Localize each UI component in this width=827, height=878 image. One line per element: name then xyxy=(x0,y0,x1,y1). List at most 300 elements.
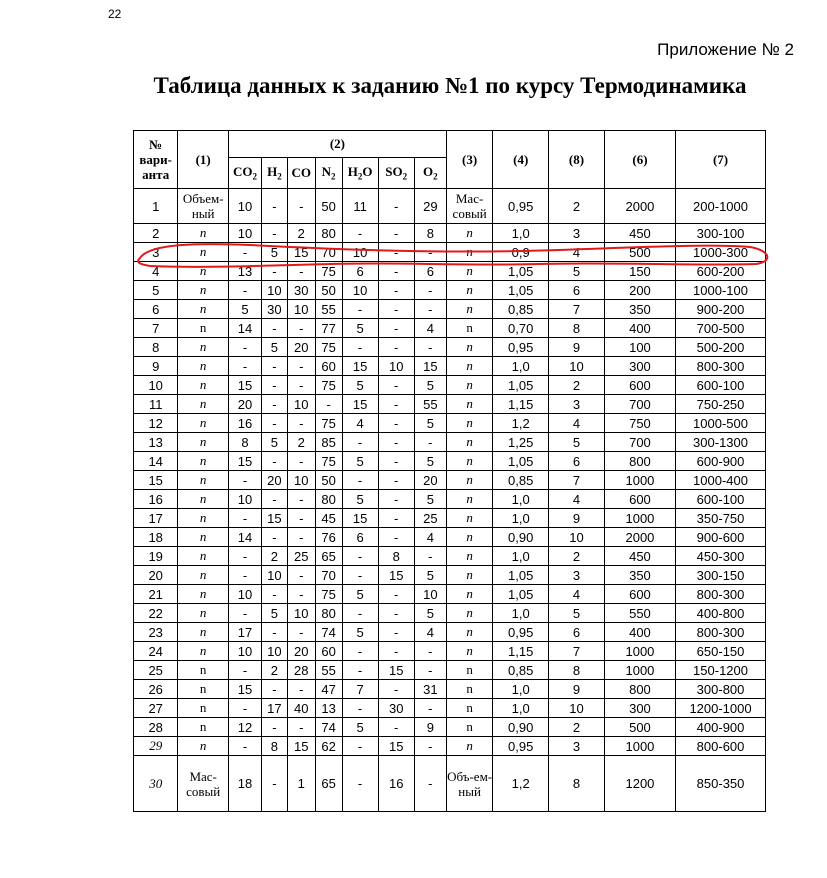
table-cell: 62 xyxy=(315,737,342,756)
table-cell: 1,0 xyxy=(493,509,549,528)
table-cell: 2000 xyxy=(604,189,675,224)
gas-symbol: O xyxy=(423,164,434,180)
table-cell: - xyxy=(262,395,288,414)
appendix-label: Приложение № 2 xyxy=(657,40,794,59)
table-cell: 5 xyxy=(134,281,178,300)
table-cell: 1000 xyxy=(604,661,675,680)
table-cell: 5 xyxy=(342,718,378,737)
gas-header xyxy=(342,158,378,189)
table-cell: 21 xyxy=(134,585,178,604)
table-cell: 300-150 xyxy=(676,566,766,585)
table-cell: 350 xyxy=(604,566,675,585)
table-cell: 2 xyxy=(262,661,288,680)
table-cell: 12 xyxy=(228,718,261,737)
table-row xyxy=(134,262,766,281)
table-cell: - xyxy=(414,300,446,319)
table-row xyxy=(134,547,766,566)
gas-header xyxy=(262,158,288,189)
header-col-3: (3) xyxy=(446,131,492,189)
table-cell: 7 xyxy=(342,680,378,699)
table-row xyxy=(134,471,766,490)
gas-subscript: 2 xyxy=(277,171,282,182)
table-cell: 11 xyxy=(134,395,178,414)
table-cell: - xyxy=(262,376,288,395)
table-cell: 2000 xyxy=(604,528,675,547)
table-cell: - xyxy=(287,414,315,433)
table-cell: - xyxy=(414,642,446,661)
table-cell: 11 xyxy=(342,189,378,224)
table-cell: 1,0 xyxy=(493,490,549,509)
table-cell: 6 xyxy=(342,262,378,281)
table-cell: 16 xyxy=(228,414,261,433)
table-cell: - xyxy=(287,585,315,604)
table-row xyxy=(134,509,766,528)
table-cell: 1,0 xyxy=(493,357,549,376)
table-cell: 8 xyxy=(378,547,414,566)
table-cell: п xyxy=(446,338,492,357)
table-cell: - xyxy=(378,604,414,623)
table-cell: 13 xyxy=(228,262,261,281)
table-cell: 850-350 xyxy=(676,756,766,812)
table-cell: - xyxy=(287,680,315,699)
table-cell: п xyxy=(178,376,229,395)
table-cell: 8 xyxy=(549,319,605,338)
table-cell: 0,95 xyxy=(493,737,549,756)
table-cell: 18 xyxy=(228,756,261,812)
table-cell: 600 xyxy=(604,585,675,604)
table-cell: 1,05 xyxy=(493,281,549,300)
table-cell: - xyxy=(378,528,414,547)
table-cell: п xyxy=(446,471,492,490)
table-cell: 5 xyxy=(262,604,288,623)
table-cell: 600-900 xyxy=(676,452,766,471)
table-cell: 5 xyxy=(549,262,605,281)
table-cell: 100 xyxy=(604,338,675,357)
table-cell: 14 xyxy=(228,528,261,547)
table-cell: 13 xyxy=(134,433,178,452)
table-cell: п xyxy=(178,642,229,661)
table-cell: - xyxy=(262,262,288,281)
table-cell: 750 xyxy=(604,414,675,433)
table-cell: - xyxy=(378,623,414,642)
table-cell: п xyxy=(178,395,229,414)
table-cell: 1,0 xyxy=(493,604,549,623)
table-cell: - xyxy=(414,433,446,452)
table-cell: п xyxy=(178,566,229,585)
header-col-1: (1) xyxy=(178,131,229,189)
table-cell: - xyxy=(414,756,446,812)
table-cell: 300 xyxy=(604,699,675,718)
table-cell: 85 xyxy=(315,433,342,452)
table-cell: 17 xyxy=(262,699,288,718)
table-cell: 10 xyxy=(287,395,315,414)
table-cell: п xyxy=(178,224,229,243)
table-row xyxy=(134,319,766,338)
table-cell: 2 xyxy=(262,547,288,566)
table-cell: - xyxy=(262,224,288,243)
table-cell: 800-300 xyxy=(676,623,766,642)
table-row xyxy=(134,189,766,224)
table-cell: 45 xyxy=(315,509,342,528)
table-cell: - xyxy=(342,642,378,661)
table-cell: 70 xyxy=(315,243,342,262)
table-cell: 150-1200 xyxy=(676,661,766,680)
table-row xyxy=(134,376,766,395)
table-cell: - xyxy=(228,737,261,756)
table-cell: 70 xyxy=(315,566,342,585)
table-cell: - xyxy=(228,604,261,623)
table-cell: 7 xyxy=(549,471,605,490)
header-variant: № вари-анта xyxy=(134,131,178,189)
table-cell: 30 xyxy=(134,756,178,812)
table-cell: 1,0 xyxy=(493,699,549,718)
table-cell: 6 xyxy=(342,528,378,547)
table-cell: 200-1000 xyxy=(676,189,766,224)
table-cell: 15 xyxy=(342,357,378,376)
table-cell: 1,05 xyxy=(493,262,549,281)
table-cell: 14 xyxy=(228,319,261,338)
table-row xyxy=(134,300,766,319)
table-cell: 550 xyxy=(604,604,675,623)
table-row xyxy=(134,243,766,262)
table-cell: 10 xyxy=(228,642,261,661)
table-cell: 6 xyxy=(549,281,605,300)
table-cell: 1,15 xyxy=(493,395,549,414)
header-col-4: (4) xyxy=(493,131,549,189)
table-cell: п xyxy=(178,300,229,319)
table-cell: - xyxy=(414,338,446,357)
table-cell: 75 xyxy=(315,414,342,433)
table-cell: 10 xyxy=(262,281,288,300)
table-cell: 13 xyxy=(315,699,342,718)
table-cell: 10 xyxy=(134,376,178,395)
table-cell: - xyxy=(378,189,414,224)
table-cell: 7 xyxy=(549,642,605,661)
table-cell: - xyxy=(287,189,315,224)
data-table xyxy=(133,130,766,812)
table-cell: п xyxy=(446,604,492,623)
table-cell: 10 xyxy=(228,585,261,604)
table-cell: 25 xyxy=(287,547,315,566)
table-cell: 75 xyxy=(315,338,342,357)
table-cell: 5 xyxy=(549,604,605,623)
table-cell: 1 xyxy=(134,189,178,224)
table-cell: 75 xyxy=(315,585,342,604)
table-cell: п xyxy=(178,585,229,604)
table-cell: 450-300 xyxy=(676,547,766,566)
table-row xyxy=(134,623,766,642)
table-cell: 5 xyxy=(262,433,288,452)
table-row xyxy=(134,680,766,699)
table-cell: 6 xyxy=(134,300,178,319)
gas-header xyxy=(315,158,342,189)
gas-symbol: H xyxy=(347,164,358,180)
table-row xyxy=(134,433,766,452)
gas-header xyxy=(378,158,414,189)
table-cell: 6 xyxy=(549,623,605,642)
table-cell: n xyxy=(446,699,492,718)
table-cell: 22 xyxy=(134,604,178,623)
table-row xyxy=(134,642,766,661)
table-cell: 350-750 xyxy=(676,509,766,528)
table-cell: 14 xyxy=(134,452,178,471)
table-cell: 16 xyxy=(134,490,178,509)
table-cell: - xyxy=(342,699,378,718)
table-cell: n xyxy=(178,319,229,338)
table-cell: 1000 xyxy=(604,642,675,661)
table-cell: 15 xyxy=(378,737,414,756)
table-cell: 600 xyxy=(604,490,675,509)
table-cell: 5 xyxy=(342,490,378,509)
table-cell: 5 xyxy=(342,623,378,642)
table-cell: 1,0 xyxy=(493,680,549,699)
table-cell: 20 xyxy=(287,338,315,357)
table-cell: - xyxy=(378,680,414,699)
table-cell: п xyxy=(446,357,492,376)
table-cell: - xyxy=(378,490,414,509)
table-cell: - xyxy=(262,623,288,642)
table-cell: 200 xyxy=(604,281,675,300)
table-cell: п xyxy=(446,300,492,319)
table-cell: - xyxy=(378,262,414,281)
table-cell: 1,05 xyxy=(493,566,549,585)
table-cell: n xyxy=(178,680,229,699)
table-cell: - xyxy=(262,319,288,338)
table-cell: п xyxy=(178,262,229,281)
table-cell: - xyxy=(378,433,414,452)
table-cell: 1000-400 xyxy=(676,471,766,490)
table-cell: 5 xyxy=(414,490,446,509)
table-cell: - xyxy=(262,718,288,737)
table-cell: 6 xyxy=(549,452,605,471)
table-cell: 1200-1000 xyxy=(676,699,766,718)
table-cell: 1,2 xyxy=(493,756,549,812)
table-row xyxy=(134,528,766,547)
table-cell: п xyxy=(446,433,492,452)
table-cell: 15 xyxy=(262,509,288,528)
table-cell: 1000 xyxy=(604,737,675,756)
table-cell: - xyxy=(287,357,315,376)
page-title: Таблица данных к заданию №1 по курсу Термодинамика xyxy=(153,73,747,98)
table-cell: п xyxy=(446,509,492,528)
table-cell: п xyxy=(178,623,229,642)
table-cell: 1000 xyxy=(604,471,675,490)
table-cell: 300-1300 xyxy=(676,433,766,452)
table-cell: - xyxy=(342,471,378,490)
table-cell: 50 xyxy=(315,281,342,300)
table-cell: 1200 xyxy=(604,756,675,812)
table-cell: п xyxy=(446,262,492,281)
table-cell: 1,05 xyxy=(493,376,549,395)
table-cell: 77 xyxy=(315,319,342,338)
table-cell: 800 xyxy=(604,452,675,471)
table-cell: - xyxy=(228,471,261,490)
table-row xyxy=(134,395,766,414)
table-cell: 10 xyxy=(342,281,378,300)
table-cell: 450 xyxy=(604,547,675,566)
table-cell: 800 xyxy=(604,680,675,699)
table-cell: - xyxy=(262,189,288,224)
table-row xyxy=(134,452,766,471)
table-cell: 80 xyxy=(315,604,342,623)
table-cell: - xyxy=(378,376,414,395)
table-cell: 30 xyxy=(287,281,315,300)
table-cell: - xyxy=(262,490,288,509)
table-cell: п xyxy=(178,281,229,300)
table-cell: п xyxy=(446,623,492,642)
table-cell: 3 xyxy=(549,224,605,243)
gas-subscript: 2 xyxy=(402,171,408,182)
table-row xyxy=(134,718,766,737)
table-cell: 10 xyxy=(549,528,605,547)
table-cell: 5 xyxy=(342,452,378,471)
table-cell: 10 xyxy=(228,189,261,224)
gas-symbol-tail: O xyxy=(362,164,373,180)
table-cell: 500 xyxy=(604,243,675,262)
table-cell: п xyxy=(446,281,492,300)
table-cell: п xyxy=(446,395,492,414)
table-cell: п xyxy=(446,566,492,585)
table-cell: Объем-ный xyxy=(178,189,229,224)
table-cell: - xyxy=(342,566,378,585)
table-cell: 10 xyxy=(228,490,261,509)
table-cell: - xyxy=(378,300,414,319)
table-cell: - xyxy=(287,566,315,585)
table-cell: - xyxy=(262,528,288,547)
table-row xyxy=(134,490,766,509)
table-cell: 300-100 xyxy=(676,224,766,243)
table-cell: 10 xyxy=(287,300,315,319)
gas-subscript: 2 xyxy=(357,171,363,182)
gas-subscript: 2 xyxy=(252,171,257,182)
table-cell: 8 xyxy=(414,224,446,243)
table-row xyxy=(134,737,766,756)
table-cell: 27 xyxy=(134,699,178,718)
table-cell: - xyxy=(414,737,446,756)
table-cell: 1,15 xyxy=(493,642,549,661)
table-cell: n xyxy=(446,661,492,680)
table-cell: 2 xyxy=(287,433,315,452)
gas-header xyxy=(228,158,261,189)
table-cell: 1,25 xyxy=(493,433,549,452)
table-cell: - xyxy=(262,357,288,376)
table-cell: 400 xyxy=(604,623,675,642)
table-cell: - xyxy=(378,509,414,528)
table-cell: п xyxy=(178,737,229,756)
table-cell: п xyxy=(446,452,492,471)
table-cell: 12 xyxy=(134,414,178,433)
table-cell: 15 xyxy=(342,509,378,528)
table-cell: 65 xyxy=(315,756,342,812)
table-cell: 5 xyxy=(414,604,446,623)
table-cell: 30 xyxy=(378,699,414,718)
table-cell: п xyxy=(446,490,492,509)
table-header xyxy=(134,131,766,189)
table-cell: п xyxy=(178,338,229,357)
table-cell: - xyxy=(414,661,446,680)
table-cell: 18 xyxy=(134,528,178,547)
table-cell: - xyxy=(378,338,414,357)
table-cell: 10 xyxy=(342,243,378,262)
table-cell: 28 xyxy=(287,661,315,680)
table-cell: 2 xyxy=(287,224,315,243)
table-cell: 8 xyxy=(549,661,605,680)
table-cell: - xyxy=(262,585,288,604)
table-cell: 10 xyxy=(287,471,315,490)
table-cell: 8 xyxy=(228,433,261,452)
table-cell: 4 xyxy=(549,490,605,509)
table-cell: 4 xyxy=(414,528,446,547)
table-cell: п xyxy=(446,376,492,395)
table-cell: 400-900 xyxy=(676,718,766,737)
table-cell: 5 xyxy=(262,243,288,262)
table-cell: 10 xyxy=(262,566,288,585)
table-cell: 1,0 xyxy=(493,224,549,243)
table-cell: - xyxy=(287,509,315,528)
table-cell: 15 xyxy=(378,661,414,680)
table-cell: 2 xyxy=(549,547,605,566)
table-cell: 15 xyxy=(287,243,315,262)
table-cell: - xyxy=(287,490,315,509)
table-cell: 2 xyxy=(549,376,605,395)
table-cell: - xyxy=(342,737,378,756)
table-cell: 5 xyxy=(414,414,446,433)
table-cell: 1000 xyxy=(604,509,675,528)
table-cell: 74 xyxy=(315,718,342,737)
table-cell: - xyxy=(262,680,288,699)
table-cell: п xyxy=(446,642,492,661)
table-cell: 31 xyxy=(414,680,446,699)
table-row xyxy=(134,338,766,357)
table-cell: 24 xyxy=(134,642,178,661)
table-cell: 55 xyxy=(414,395,446,414)
table-cell: 1000-100 xyxy=(676,281,766,300)
table-cell: п xyxy=(446,585,492,604)
table-cell: - xyxy=(378,243,414,262)
table-cell: 8 xyxy=(134,338,178,357)
table-cell: - xyxy=(262,756,288,812)
table-cell: - xyxy=(287,376,315,395)
table-cell: - xyxy=(228,547,261,566)
table-cell: 15 xyxy=(287,737,315,756)
table-row xyxy=(134,281,766,300)
table-cell: 4 xyxy=(549,414,605,433)
table-cell: 600 xyxy=(604,376,675,395)
table-row xyxy=(134,224,766,243)
table-cell: - xyxy=(228,338,261,357)
table-cell: 10 xyxy=(414,585,446,604)
table-cell: 700 xyxy=(604,395,675,414)
table-cell: - xyxy=(378,224,414,243)
table-cell: - xyxy=(287,528,315,547)
table-cell: 20 xyxy=(134,566,178,585)
table-cell: п xyxy=(446,414,492,433)
table-cell: - xyxy=(287,718,315,737)
table-cell: 600-100 xyxy=(676,490,766,509)
table-cell: 19 xyxy=(134,547,178,566)
table-cell: 400 xyxy=(604,319,675,338)
table-cell: 800-300 xyxy=(676,357,766,376)
table-cell: 5 xyxy=(228,300,261,319)
table-cell: 17 xyxy=(134,509,178,528)
table-cell: n xyxy=(178,718,229,737)
table-cell: - xyxy=(342,300,378,319)
table-cell: 10 xyxy=(287,604,315,623)
table-cell: - xyxy=(342,224,378,243)
table-cell: 9 xyxy=(549,338,605,357)
table-cell: 15 xyxy=(228,452,261,471)
table-cell: - xyxy=(342,661,378,680)
